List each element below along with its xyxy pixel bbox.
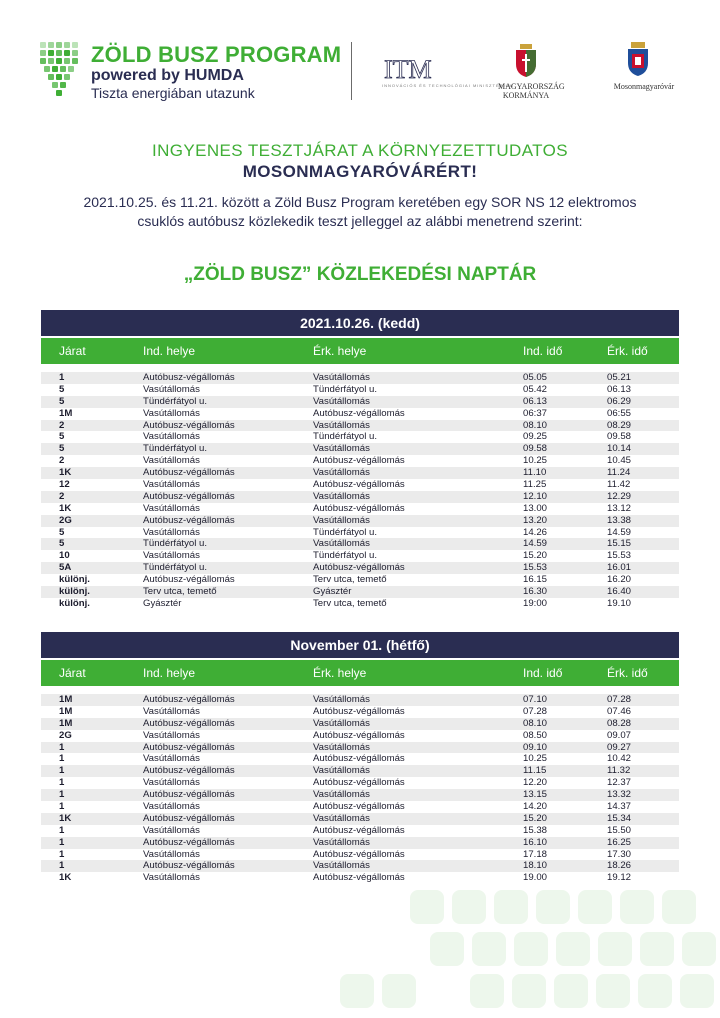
route-number: 1: [59, 753, 65, 765]
arrival-place: Vasútállomás: [313, 717, 370, 729]
route-number: 1: [59, 777, 65, 789]
arrival-place: Autóbusz-végállomás: [313, 502, 405, 514]
departure-time: 15.53: [523, 562, 548, 574]
route-number: 1M: [59, 407, 73, 419]
hungary-coat-of-arms-icon: [514, 44, 538, 78]
timetable-header-row: [41, 338, 679, 364]
route-number: 1: [59, 789, 65, 801]
partner-gov-label: [498, 82, 565, 100]
departure-place: Autóbusz-végállomás: [143, 490, 235, 502]
arrival-time: 15.53: [607, 550, 632, 562]
table-row: [41, 789, 679, 801]
arrival-time: 08.28: [607, 717, 632, 729]
route-number: 1: [59, 801, 65, 813]
col-header-arrival-time: Érk. idő: [607, 344, 648, 358]
departure-time: 15.38: [523, 824, 548, 836]
route-number: 1: [59, 836, 65, 848]
departure-place: Vasútállomás: [143, 753, 200, 765]
col-header-arrival-place: Érk. helye: [313, 666, 367, 680]
arrival-time: 09.58: [607, 431, 632, 443]
departure-time: 06:37: [523, 407, 548, 419]
table-row: [41, 694, 679, 706]
arrival-time: 11.24: [607, 467, 631, 479]
departure-time: 14.26: [523, 526, 548, 538]
arrival-place: Vasútállomás: [313, 514, 370, 526]
timetable-2: [41, 632, 679, 884]
departure-place: Vasútállomás: [143, 479, 200, 491]
table-row: [41, 420, 679, 432]
departure-place: Vasútállomás: [143, 431, 200, 443]
departure-time: 16.30: [523, 586, 548, 598]
brand-title: ZÖLD BUSZ PROGRAM: [91, 42, 342, 67]
arrival-place: Autóbusz-végállomás: [313, 407, 405, 419]
route-number: 1: [59, 848, 65, 860]
arrival-place: Autóbusz-végállomás: [313, 777, 405, 789]
arrival-time: 16.01: [607, 562, 632, 574]
itm-subtitle: INNOVÁCIÓS ÉS TECHNOLÓGIAI MINISZTÉRIUM: [382, 83, 514, 88]
route-number: 2: [59, 490, 65, 502]
arrival-time: 15.34: [607, 812, 632, 824]
arrival-time: 15.15: [607, 538, 632, 550]
arrival-place: Tündérfátyol u.: [313, 431, 377, 443]
arrival-place: Vasútállomás: [313, 467, 370, 479]
departure-time: 15.20: [523, 812, 548, 824]
departure-time: 09.25: [523, 431, 548, 443]
arrival-place: Autóbusz-végállomás: [313, 455, 405, 467]
arrival-time: 12.37: [607, 777, 632, 789]
arrival-time: 13.12: [607, 502, 632, 514]
timetable-1: [41, 310, 679, 610]
arrival-time: 11.42: [607, 479, 631, 491]
departure-time: 08.10: [523, 419, 548, 431]
arrival-place: Autóbusz-végállomás: [313, 848, 405, 860]
departure-time: 17.18: [523, 848, 548, 860]
route-number: 1K: [59, 467, 72, 479]
arrival-place: Tündérfátyol u.: [313, 550, 377, 562]
arrival-place: Gyásztér: [313, 586, 352, 598]
departure-time: 18.10: [523, 860, 548, 872]
arrival-place: Autóbusz-végállomás: [313, 729, 405, 741]
route-number: 5: [59, 395, 65, 407]
table-row: [41, 860, 679, 872]
arrival-time: 09.07: [607, 729, 632, 741]
departure-place: Autóbusz-végállomás: [143, 467, 235, 479]
departure-place: Vasútállomás: [143, 777, 200, 789]
col-header-arrival-time: Érk. idő: [607, 666, 648, 680]
table-row: [41, 813, 679, 825]
timetable-header-row: [41, 660, 679, 686]
arrival-place: Vasútállomás: [313, 812, 370, 824]
table-row: [41, 503, 679, 515]
itm-logo-text: ITM: [384, 55, 432, 84]
table-row: [41, 765, 679, 777]
arrival-time: 07.46: [607, 705, 632, 717]
departure-time: 08.10: [523, 717, 548, 729]
departure-time: 07.28: [523, 705, 548, 717]
departure-time: 13.15: [523, 789, 548, 801]
departure-time: 13.00: [523, 502, 548, 514]
departure-place: Vasútállomás: [143, 407, 200, 419]
table-row: [41, 753, 679, 765]
route-number: 1M: [59, 717, 73, 729]
arrival-time: 07.28: [607, 694, 632, 705]
departure-time: 15.20: [523, 550, 548, 562]
section-title: „ZÖLD BUSZ” KÖZLEKEDÉSI NAPTÁR: [183, 264, 537, 285]
departure-time: 19.00: [523, 872, 548, 884]
departure-place: Vasútállomás: [143, 383, 200, 395]
table-row: [41, 431, 679, 443]
table-row: [41, 825, 679, 837]
departure-place: Autóbusz-végállomás: [143, 860, 235, 872]
table-row: [41, 396, 679, 408]
arrival-place: Vasútállomás: [313, 860, 370, 872]
partner-city-label: Mosonmagyaróvár: [613, 82, 675, 91]
departure-time: 09.10: [523, 741, 548, 753]
arrival-time: 19.12: [607, 872, 632, 884]
departure-time: 06.13: [523, 395, 548, 407]
departure-place: Vasútállomás: [143, 502, 200, 514]
table-row: [41, 538, 679, 550]
table-row: [41, 706, 679, 718]
arrival-place: Vasútállomás: [313, 741, 370, 753]
brand-tagline: Tiszta energiában utazunk: [91, 85, 255, 101]
route-number: 2: [59, 419, 65, 431]
departure-time: 14.20: [523, 801, 548, 813]
arrival-place: Vasútállomás: [313, 490, 370, 502]
mosonmagyarovar-coat-of-arms-icon: [626, 42, 650, 76]
departure-place: Autóbusz-végállomás: [143, 717, 235, 729]
table-row: [41, 730, 679, 742]
zold-busz-logo-icon: [38, 40, 82, 102]
departure-place: Gyásztér: [143, 597, 182, 609]
route-number: 5: [59, 538, 65, 550]
arrival-time: 12.29: [607, 490, 632, 502]
arrival-time: 18.26: [607, 860, 632, 872]
arrival-place: Terv utca, temető: [313, 574, 387, 586]
departure-time: 16.15: [523, 574, 548, 586]
intro-line1: 2021.10.25. és 11.21. között a Zöld Busz Program keretében egy SOR NS 12 elektromos: [83, 194, 637, 210]
departure-time: 14.59: [523, 538, 548, 550]
table-row: [41, 455, 679, 467]
departure-place: Terv utca, temető: [143, 586, 217, 598]
departure-place: Autóbusz-végállomás: [143, 574, 235, 586]
route-number: 5: [59, 526, 65, 538]
table-row: [41, 443, 679, 455]
intro-line2: csuklós autóbusz közlekedik teszt jelleggel az alábbi menetrend szerint:: [137, 213, 583, 229]
partner-gov-line1: MAGYARORSZÁG: [498, 82, 565, 91]
arrival-place: Vasútállomás: [313, 372, 370, 383]
arrival-place: Autóbusz-végállomás: [313, 801, 405, 813]
table-row: [41, 849, 679, 861]
route-number: különj.: [59, 597, 90, 609]
partner-gov-line2: KORMÁNYA: [502, 91, 550, 100]
header-divider: [351, 42, 352, 100]
arrival-time: 11.32: [607, 765, 631, 777]
departure-time: 11.15: [523, 765, 547, 777]
departure-place: Tündérfátyol u.: [143, 562, 207, 574]
arrival-time: 09.27: [607, 741, 632, 753]
arrival-place: Vasútállomás: [313, 419, 370, 431]
departure-time: 11.10: [523, 467, 547, 479]
route-number: 2G: [59, 729, 72, 741]
route-number: különj.: [59, 586, 90, 598]
col-header-route: Járat: [59, 666, 86, 680]
route-number: 10: [59, 550, 70, 562]
headline-line1: INGYENES TESZTJÁRAT A KÖRNYEZETTUDATOS: [151, 141, 569, 160]
timetable-day-bar: November 01. (hétfő): [41, 632, 679, 658]
route-number: 1M: [59, 705, 73, 717]
arrival-time: 15.50: [607, 824, 632, 836]
departure-place: Autóbusz-végállomás: [143, 419, 235, 431]
arrival-place: Vasútállomás: [313, 694, 370, 705]
col-header-departure-place: Ind. helye: [143, 344, 196, 358]
departure-place: Vasútállomás: [143, 705, 200, 717]
route-number: különj.: [59, 574, 90, 586]
departure-time: 08.50: [523, 729, 548, 741]
departure-time: 13.20: [523, 514, 548, 526]
departure-time: 07.10: [523, 694, 548, 705]
route-number: 5: [59, 443, 65, 455]
table-row: [41, 527, 679, 539]
col-header-arrival-place: Érk. helye: [313, 344, 367, 358]
decorative-dot-pattern: [330, 880, 720, 1018]
arrival-time: 06:55: [607, 407, 632, 419]
departure-place: Autóbusz-végállomás: [143, 741, 235, 753]
arrival-place: Tündérfátyol u.: [313, 526, 377, 538]
route-number: 2G: [59, 514, 72, 526]
table-row: [41, 550, 679, 562]
arrival-place: Vasútállomás: [313, 395, 370, 407]
departure-place: Tündérfátyol u.: [143, 443, 207, 455]
arrival-time: 10.14: [607, 443, 632, 455]
route-number: 12: [59, 479, 70, 491]
departure-place: Autóbusz-végállomás: [143, 789, 235, 801]
table-row: [41, 515, 679, 527]
arrival-time: 19.10: [607, 597, 632, 609]
route-number: 1: [59, 765, 65, 777]
route-number: 1M: [59, 694, 73, 705]
table-row: [41, 837, 679, 849]
departure-place: Autóbusz-végállomás: [143, 812, 235, 824]
arrival-place: Tündérfátyol u.: [313, 383, 377, 395]
route-number: 1: [59, 741, 65, 753]
departure-place: Vasútállomás: [143, 455, 200, 467]
arrival-time: 16.20: [607, 574, 632, 586]
page-header: [0, 0, 720, 110]
departure-time: 10.25: [523, 753, 548, 765]
col-header-departure-time: Ind. idő: [523, 666, 563, 680]
departure-place: Autóbusz-végállomás: [143, 765, 235, 777]
route-number: 5A: [59, 562, 72, 574]
table-row: [41, 384, 679, 396]
arrival-time: 08.29: [607, 419, 632, 431]
arrival-place: Vasútállomás: [313, 538, 370, 550]
table-row: [41, 598, 679, 610]
departure-time: 11.25: [523, 479, 547, 491]
departure-time: 10.25: [523, 455, 548, 467]
arrival-time: 10.42: [607, 753, 632, 765]
departure-place: Vasútállomás: [143, 801, 200, 813]
arrival-time: 17.30: [607, 848, 632, 860]
route-number: 1: [59, 372, 65, 383]
arrival-time: 05.21: [607, 372, 632, 383]
arrival-time: 16.25: [607, 836, 632, 848]
table-row: [41, 467, 679, 479]
arrival-place: Autóbusz-végállomás: [313, 479, 405, 491]
departure-time: 09.58: [523, 443, 548, 455]
departure-place: Tündérfátyol u.: [143, 395, 207, 407]
table-row: [41, 777, 679, 789]
table-row: [41, 479, 679, 491]
departure-place: Autóbusz-végállomás: [143, 694, 235, 705]
arrival-time: 10.45: [607, 455, 632, 467]
arrival-time: 06.29: [607, 395, 632, 407]
timetable-day-bar: 2021.10.26. (kedd): [41, 310, 679, 336]
table-row: [41, 742, 679, 754]
arrival-place: Autóbusz-végállomás: [313, 562, 405, 574]
departure-place: Autóbusz-végállomás: [143, 372, 235, 383]
departure-time: 12.20: [523, 777, 548, 789]
route-number: 1K: [59, 872, 72, 884]
arrival-place: Vasútállomás: [313, 765, 370, 777]
departure-place: Vasútállomás: [143, 550, 200, 562]
departure-time: 19:00: [523, 597, 548, 609]
timetable-rows: [41, 372, 679, 610]
table-row: [41, 491, 679, 503]
itm-logo-icon: [382, 52, 446, 96]
table-row: [41, 801, 679, 813]
headline-line2: MOSONMAGYARÓVÁRÉRT!: [242, 162, 478, 181]
departure-place: Vasútállomás: [143, 526, 200, 538]
departure-time: 05.42: [523, 383, 548, 395]
arrival-time: 14.37: [607, 801, 632, 813]
departure-place: Vasútállomás: [143, 872, 200, 884]
arrival-time: 16.40: [607, 586, 632, 598]
col-header-route: Járat: [59, 344, 86, 358]
departure-place: Vasútállomás: [143, 729, 200, 741]
arrival-place: Autóbusz-végállomás: [313, 872, 405, 884]
departure-place: Vasútállomás: [143, 824, 200, 836]
route-number: 1: [59, 860, 65, 872]
brand-subtitle: powered by HUMDA: [91, 67, 244, 84]
departure-place: Autóbusz-végállomás: [143, 836, 235, 848]
arrival-time: 06.13: [607, 383, 632, 395]
departure-place: Autóbusz-végállomás: [143, 514, 235, 526]
col-header-departure-time: Ind. idő: [523, 344, 563, 358]
route-number: 1K: [59, 502, 72, 514]
arrival-time: 13.32: [607, 789, 632, 801]
arrival-place: Terv utca, temető: [313, 597, 387, 609]
route-number: 1K: [59, 812, 72, 824]
table-row: [41, 586, 679, 598]
arrival-time: 14.59: [607, 526, 632, 538]
arrival-place: Autóbusz-végállomás: [313, 753, 405, 765]
departure-time: 05.05: [523, 372, 548, 383]
table-row: [41, 372, 679, 384]
departure-time: 16.10: [523, 836, 548, 848]
table-row: [41, 562, 679, 574]
table-row: [41, 574, 679, 586]
timetable-rows: [41, 694, 679, 884]
departure-place: Vasútállomás: [143, 848, 200, 860]
departure-place: Tündérfátyol u.: [143, 538, 207, 550]
route-number: 2: [59, 455, 65, 467]
table-row: [41, 408, 679, 420]
table-row: [41, 718, 679, 730]
arrival-time: 13.38: [607, 514, 632, 526]
arrival-place: Autóbusz-végállomás: [313, 824, 405, 836]
arrival-place: Vasútállomás: [313, 789, 370, 801]
route-number: 5: [59, 431, 65, 443]
arrival-place: Autóbusz-végállomás: [313, 705, 405, 717]
arrival-place: Vasútállomás: [313, 443, 370, 455]
route-number: 5: [59, 383, 65, 395]
col-header-departure-place: Ind. helye: [143, 666, 196, 680]
departure-time: 12.10: [523, 490, 548, 502]
route-number: 1: [59, 824, 65, 836]
arrival-place: Vasútállomás: [313, 836, 370, 848]
